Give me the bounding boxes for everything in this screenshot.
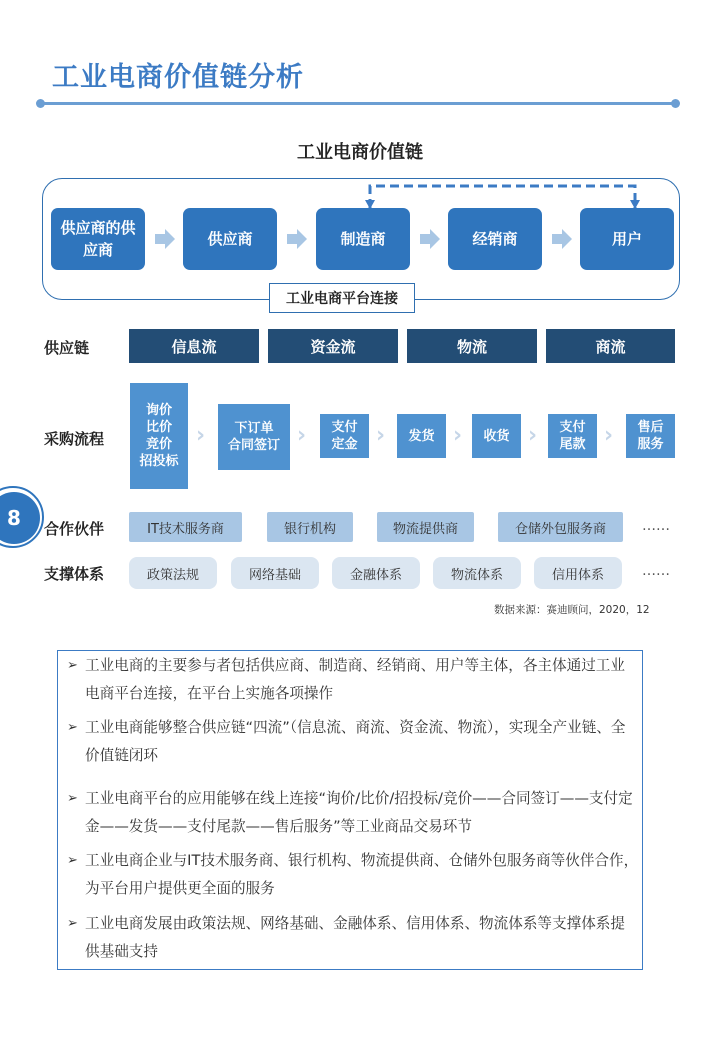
partner-pill: 物流提供商 (377, 512, 474, 542)
page-title: 工业电商价值链分析 (52, 62, 304, 93)
data-source: 数据来源：赛迪顾问，2020，12 (494, 604, 650, 616)
support-label: 支撑体系 (44, 565, 105, 583)
step-deposit: 支付 定金 (320, 414, 369, 458)
divider-dot-left (36, 99, 45, 108)
chain-node-manufacturer: 制造商 (316, 208, 410, 270)
arrow-bullet-icon: ➢ (67, 791, 78, 806)
step-after-sales: 售后 服务 (626, 414, 675, 458)
support-pill: 政策法规 (129, 557, 217, 589)
note-item: ➢ 工业电商企业与IT技术服务商、银行机构、物流提供商、仓储外包服务商等伙伴合作，为平台用户提供更全面的服务 (67, 847, 639, 903)
feedback-dashed-arrow (360, 178, 650, 212)
note-item: ➢ 工业电商的主要参与者包括供应商、制造商、经销商、用户等主体，各主体通过工业电商平台连接，在平台上实施各项操作 (67, 652, 639, 708)
chevron-right-icon: › (453, 423, 463, 448)
flow-commerce: 商流 (546, 329, 675, 363)
partner-pill: 银行机构 (267, 512, 353, 542)
chain-node-user: 用户 (580, 208, 674, 270)
diagram-title: 工业电商价值链 (297, 142, 423, 163)
step-final-payment: 支付 尾款 (548, 414, 597, 458)
platform-label: 工业电商平台连接 (269, 283, 415, 313)
arrow-bullet-icon: ➢ (67, 720, 78, 735)
chevron-right-icon: › (604, 423, 614, 448)
support-more: …… (642, 563, 670, 579)
title-divider (40, 102, 676, 105)
chain-node-supplier-of-supplier: 供应商的供 应商 (51, 208, 145, 270)
step-ship: 发货 (397, 414, 446, 458)
arrow-bullet-icon: ➢ (67, 916, 78, 931)
chevron-right-icon: › (297, 423, 307, 448)
note-item: ➢ 工业电商能够整合供应链“四流”（信息流、商流、资金流、物流），实现全产业链、全价值链闭环 (67, 714, 639, 770)
partner-pill: IT技术服务商 (129, 512, 242, 542)
step-inquiry: 询价 比价 竞价 招投标 (130, 383, 188, 489)
chevron-right-icon: › (376, 423, 386, 448)
support-pill: 信用体系 (534, 557, 622, 589)
supply-chain-label: 供应链 (44, 339, 90, 357)
arrow-bullet-icon: ➢ (67, 853, 78, 868)
chain-node-distributor: 经销商 (448, 208, 542, 270)
chain-arrow-icon (419, 228, 441, 250)
page-number-badge: 8 (0, 492, 40, 544)
chain-node-supplier: 供应商 (183, 208, 277, 270)
chain-arrow-icon (551, 228, 573, 250)
chevron-right-icon: › (196, 423, 206, 448)
step-order: 下订单 合同签订 (218, 404, 290, 470)
chain-arrow-icon (286, 228, 308, 250)
divider-dot-right (671, 99, 680, 108)
support-pill: 金融体系 (332, 557, 420, 589)
chevron-right-icon: › (528, 423, 538, 448)
arrow-bullet-icon: ➢ (67, 658, 78, 673)
flow-capital: 资金流 (268, 329, 398, 363)
note-item: ➢ 工业电商发展由政策法规、网络基础、金融体系、信用体系、物流体系等支撑体系提供基础支持 (67, 910, 639, 966)
partner-pill: 仓储外包服务商 (498, 512, 623, 542)
support-pill: 物流体系 (433, 557, 521, 589)
partners-label: 合作伙伴 (44, 520, 105, 538)
support-pill: 网络基础 (231, 557, 319, 589)
flow-information: 信息流 (129, 329, 259, 363)
note-item: ➢ 工业电商平台的应用能够在线上连接“询价/比价/招投标/竞价——合同签订——支付定金——发货——支付尾款——售后服务”等工业商品交易环节 (67, 785, 639, 841)
procurement-label: 采购流程 (44, 430, 105, 448)
partners-more: …… (642, 518, 670, 534)
step-receive: 收货 (472, 414, 521, 458)
chain-arrow-icon (154, 228, 176, 250)
flow-logistics: 物流 (407, 329, 537, 363)
